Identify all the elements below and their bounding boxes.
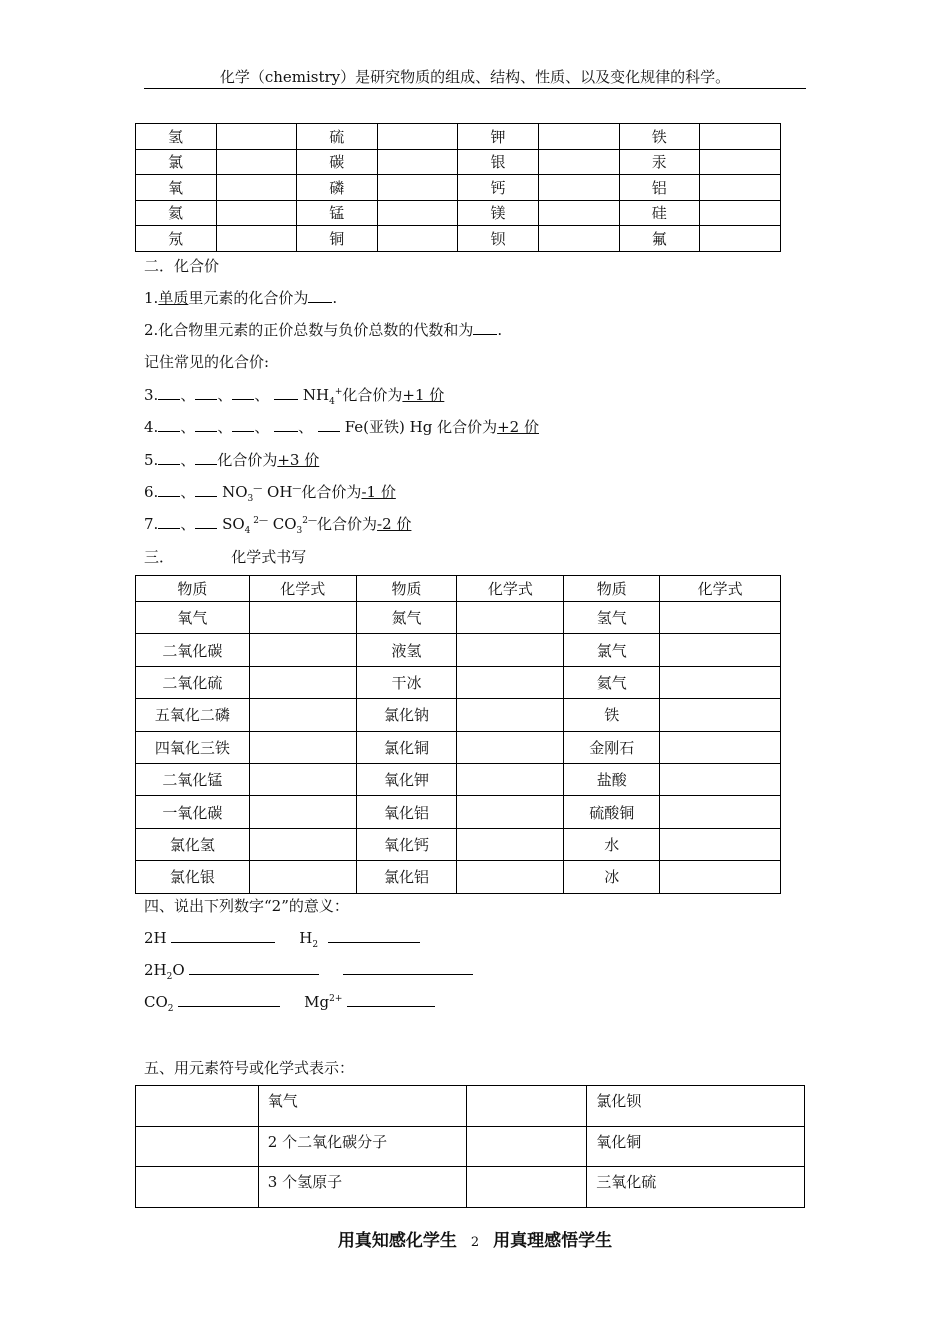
prompt-cell: 氧化铜 [587,1126,805,1167]
symbol-answer-cell[interactable] [700,124,781,150]
element-name: 氦 [136,200,217,226]
answer-blank[interactable] [308,288,332,303]
element-name: 钙 [458,175,539,201]
formula-answer-cell[interactable] [660,634,781,666]
valence-line-6: 6. 、 $NO_3^—$ OH—化合价为-1 价 [144,483,396,504]
section4-title: 四、说出下列数字“2”的意义： [144,897,349,915]
answer-blank[interactable] [158,514,180,529]
substance-name: 干冰 [356,666,457,698]
symbol-answer-cell[interactable] [700,226,781,252]
substance-name: 液氢 [356,634,457,666]
substance-name: 金刚石 [564,731,660,763]
section3-title: 三． 化学式书写 [144,548,307,566]
table-row [136,731,781,763]
answer-blank[interactable] [318,417,340,432]
element-name: 镁 [458,200,539,226]
element-name: 硫 [297,124,378,150]
answer-blank[interactable] [328,928,420,943]
table-row [136,124,781,150]
valence-line-3: 3. 、 、 、 $NH_4^+$化合价为+1 价 [144,386,445,407]
formula-answer-cell[interactable] [457,828,564,860]
formula-answer-cell[interactable] [660,699,781,731]
valence-line-5: 5. 、 化合价为+3 价 [144,451,320,469]
formula-table [135,575,781,894]
substance-name: 氧化钙 [356,828,457,860]
substance-name: 一氧化碳 [136,796,250,828]
table-row [136,666,781,698]
symbol-answer-cell[interactable] [216,149,296,175]
substance-name: 氯化铝 [356,861,457,893]
table-row [136,763,781,795]
table-row [136,226,781,252]
substance-name: 铁 [564,699,660,731]
answer-blank[interactable] [274,417,298,432]
prompt-cell: 氯化钡 [587,1086,805,1127]
symbol-answer-cell[interactable] [216,200,296,226]
symbol-answer-cell[interactable] [539,175,619,201]
valence-line-4: 4. 、 、 、 、 Fe(亚铁) Hg 化合价为+2 价 [144,418,539,436]
answer-cell[interactable] [467,1126,587,1167]
table-row [136,634,781,666]
page-number: 2 [470,1235,480,1250]
element-name: 氢 [136,124,217,150]
symbol-answer-cell[interactable] [700,175,781,201]
element-name: 汞 [619,149,700,175]
column-header-substance: 物质 [136,576,250,602]
answer-blank[interactable] [195,514,217,529]
symbol-table [135,1085,805,1208]
substance-name: 二氧化硫 [136,666,250,698]
table-row [136,828,781,860]
table-row [136,1126,805,1167]
element-name: 铁 [619,124,700,150]
symbol-answer-cell[interactable] [539,200,619,226]
element-name: 氧 [136,175,217,201]
meaning-row-3: $CO_2$ $Mg^{2+}$ [144,992,435,1014]
formula-answer-cell[interactable] [249,602,356,634]
formula-answer-cell[interactable] [249,634,356,666]
formula-answer-cell[interactable] [249,731,356,763]
substance-name: 氯化银 [136,861,250,893]
answer-blank[interactable] [195,482,217,497]
answer-blank[interactable] [158,385,180,400]
element-name: 钾 [458,124,539,150]
substance-name: 五氧化二磷 [136,699,250,731]
answer-blank[interactable] [195,450,217,465]
table-row [136,200,781,226]
answer-cell[interactable] [136,1086,259,1127]
substance-name: 水 [564,828,660,860]
symbol-answer-cell[interactable] [378,124,458,150]
answer-blank[interactable] [158,450,180,465]
substance-name: 硫酸铜 [564,796,660,828]
formula-answer-cell[interactable] [457,602,564,634]
substance-name: 四氧化三铁 [136,731,250,763]
formula-answer-cell[interactable] [660,861,781,893]
symbol-answer-cell[interactable] [539,149,619,175]
prompt-cell: 氧气 [258,1086,467,1127]
answer-blank[interactable] [178,992,280,1007]
answer-blank[interactable] [343,960,473,975]
footer-right: 用真理感悟学生 [493,1231,613,1251]
element-name: 氟 [619,226,700,252]
element-name: 磷 [297,175,378,201]
formula-answer-cell[interactable] [660,763,781,795]
formula-answer-cell[interactable] [457,634,564,666]
substance-name: 冰 [564,861,660,893]
symbol-answer-cell[interactable] [539,124,619,150]
substance-name: 氯化氢 [136,828,250,860]
substance-name: 氯化钠 [356,699,457,731]
substance-name: 氯气 [564,634,660,666]
answer-cell[interactable] [136,1126,259,1167]
table-row [136,1086,805,1127]
symbol-answer-cell[interactable] [378,175,458,201]
symbol-answer-cell[interactable] [700,149,781,175]
formula-answer-cell[interactable] [457,731,564,763]
meaning-row-1: 2H $H_2$ [144,928,420,950]
prompt-cell: 3 个氢原子 [258,1167,467,1208]
page-header: 化学（chemistry）是研究物质的组成、结构、性质、以及变化规律的科学。 [219,68,731,86]
formula-answer-cell[interactable] [249,828,356,860]
answer-cell[interactable] [136,1167,259,1208]
element-name: 氖 [136,226,217,252]
formula-answer-cell[interactable] [660,602,781,634]
substance-name: 氧气 [136,602,250,634]
element-name: 银 [458,149,539,175]
column-header-formula: 化学式 [457,576,564,602]
formula-answer-cell[interactable] [457,699,564,731]
formula-answer-cell[interactable] [249,861,356,893]
substance-name: 二氧化锰 [136,763,250,795]
answer-blank[interactable] [195,417,217,432]
prompt-cell: 三氧化硫 [587,1167,805,1208]
formula-answer-cell[interactable] [660,828,781,860]
substance-name: 氦气 [564,666,660,698]
formula-answer-cell[interactable] [457,763,564,795]
valence-line-2: 2.化合物里元素的正价总数与负价总数的代数和为 . [144,321,503,339]
answer-blank[interactable] [473,320,497,335]
element-name: 碳 [297,149,378,175]
table-row [136,149,781,175]
answer-cell[interactable] [467,1086,587,1127]
element-name: 硅 [619,200,700,226]
column-header-formula: 化学式 [249,576,356,602]
symbol-answer-cell[interactable] [378,200,458,226]
section5-title: 五、用元素符号或化学式表示： [144,1059,355,1077]
page-footer [0,1226,950,1251]
element-name: 锰 [297,200,378,226]
valence-line-1: 1.单质里元素的化合价为 . [144,289,338,307]
prompt-cell: 2 个二氧化碳分子 [258,1126,467,1167]
formula-answer-cell[interactable] [457,796,564,828]
substance-name: 氧化钾 [356,763,457,795]
substance-name: 氢气 [564,602,660,634]
symbol-answer-cell[interactable] [216,175,296,201]
symbol-answer-cell[interactable] [216,124,296,150]
symbol-answer-cell[interactable] [700,200,781,226]
answer-cell[interactable] [467,1167,587,1208]
answer-blank[interactable] [274,385,298,400]
formula-answer-cell[interactable] [660,731,781,763]
substance-name: 盐酸 [564,763,660,795]
element-name: 铜 [297,226,378,252]
answer-blank[interactable] [347,992,435,1007]
symbol-answer-cell[interactable] [539,226,619,252]
valence-remember: 记住常见的化合价: [144,353,270,371]
table-row [136,699,781,731]
symbol-answer-cell[interactable] [378,149,458,175]
substance-name: 氮气 [356,602,457,634]
substance-name: 氧化铝 [356,796,457,828]
column-header-formula: 化学式 [660,576,781,602]
answer-blank[interactable] [195,385,217,400]
substance-name: 氯化铜 [356,731,457,763]
section2-title: 二．化合价 [144,257,220,275]
formula-answer-cell[interactable] [457,666,564,698]
meaning-row-2: $2H_2O$ [144,960,473,982]
elements-table [135,123,781,252]
answer-blank[interactable] [158,482,180,497]
table-row [136,175,781,201]
formula-answer-cell[interactable] [249,796,356,828]
answer-blank[interactable] [189,960,319,975]
footer-left: 用真知感化学生 [337,1231,457,1251]
substance-name: 二氧化碳 [136,634,250,666]
answer-blank[interactable] [232,417,254,432]
answer-blank[interactable] [232,385,254,400]
formula-answer-cell[interactable] [249,666,356,698]
formula-answer-cell[interactable] [660,796,781,828]
formula-answer-cell[interactable] [249,699,356,731]
table-row [136,602,781,634]
table-row [136,1167,805,1208]
answer-blank[interactable] [171,928,275,943]
column-header-substance: 物质 [356,576,457,602]
table-row [136,796,781,828]
element-name: 氯 [136,149,217,175]
formula-answer-cell[interactable] [249,763,356,795]
answer-blank[interactable] [158,417,180,432]
valence-line-7: 7. 、 $SO_4$ $^{2—}$ $CO_3^{2—}$化合价为-2 价 [144,515,412,536]
formula-answer-cell[interactable] [457,861,564,893]
formula-answer-cell[interactable] [660,666,781,698]
header-rule [144,88,806,89]
column-header-substance: 物质 [564,576,660,602]
symbol-answer-cell[interactable] [216,226,296,252]
element-name: 铝 [619,175,700,201]
element-name: 钡 [458,226,539,252]
table-row [136,861,781,893]
symbol-answer-cell[interactable] [378,226,458,252]
